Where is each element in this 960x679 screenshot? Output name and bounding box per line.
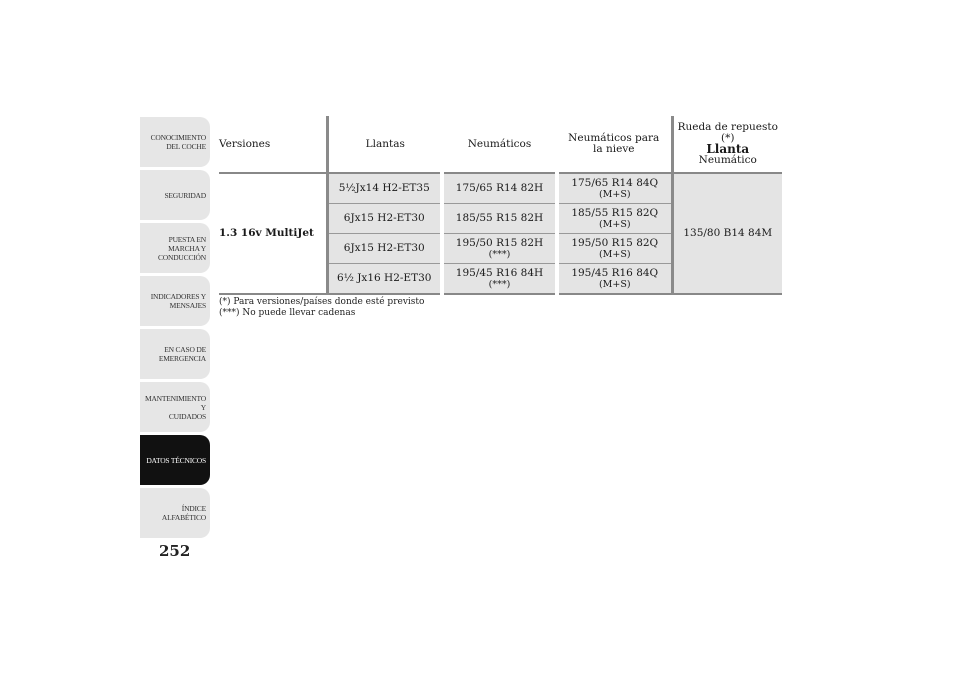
header-spare-line3: Llanta — [706, 142, 750, 156]
header-snow-tyres — [557, 116, 672, 173]
header-tyres: Neumáticos — [442, 116, 557, 173]
snow-tyre-size: 195/50 R15 82Q — [571, 236, 659, 249]
snow-tyre-size: 185/55 R15 82Q — [571, 206, 659, 219]
tab-puesta-en-marcha[interactable]: PUESTA EN MARCHA Y CONDUCCIÓN — [140, 223, 210, 273]
tab-en-caso-de-emergencia[interactable]: EN CASO DE EMERGENCIA — [140, 329, 210, 379]
cell-snow-tyre — [557, 264, 672, 295]
footnote-spare: (*) Para versiones/países donde esté previsto — [219, 297, 425, 307]
tyre-size: 175/65 R14 82H — [455, 182, 544, 194]
tyre-note: (***) — [488, 278, 511, 290]
header-spare-line4: Neumático — [698, 154, 757, 166]
table-header-row — [219, 116, 782, 173]
tab-seguridad[interactable]: SEGURIDAD — [140, 170, 210, 220]
header-spare-line1: Rueda de repuesto — [677, 121, 778, 133]
tab-conocimiento-del-coche[interactable]: CONOCIMIENTO DEL COCHE — [140, 117, 210, 167]
cell-snow-tyre — [557, 204, 672, 234]
tyre-size: 185/55 R15 82H — [455, 212, 544, 224]
cell-snow-tyre — [557, 173, 672, 204]
table-row — [219, 173, 782, 204]
tab-mantenimiento-y-cuidados[interactable]: MANTENIMIENTO Y CUIDADOS — [140, 382, 210, 432]
header-spare-line2: (*) — [721, 132, 735, 144]
page-number: 252 — [159, 542, 191, 560]
cell-snow-tyre — [557, 234, 672, 264]
snow-tyre-note: (M+S) — [598, 188, 631, 200]
tab-indice-alfabetico[interactable]: ÍNDICE ALFABÉTICO — [140, 488, 210, 538]
cell-tyre — [442, 173, 557, 204]
cell-rim: 6½ Jx16 H2-ET30 — [327, 264, 442, 295]
snow-tyre-size: 175/65 R14 84Q — [571, 176, 659, 189]
header-versions: Versiones — [219, 116, 327, 173]
snow-tyre-note: (M+S) — [598, 278, 631, 290]
cell-spare-wheel: 135/80 B14 84M — [672, 173, 782, 294]
footnote-chains: (***) No puede llevar cadenas — [219, 308, 356, 318]
tab-indicadores-y-mensajes[interactable]: INDICADORES Y MENSAJES — [140, 276, 210, 326]
tyre-specs-table — [219, 116, 782, 295]
tyre-note: (***) — [488, 248, 511, 260]
tab-datos-tecnicos[interactable]: DATOS TÉCNICOS — [140, 435, 210, 485]
tyre-size: 195/45 R16 84H — [455, 266, 544, 279]
cell-rim: 6Jx15 H2-ET30 — [327, 204, 442, 234]
tyre-table-section — [219, 116, 782, 319]
cell-tyre — [442, 204, 557, 234]
snow-tyre-note: (M+S) — [598, 248, 631, 260]
cell-tyre — [442, 264, 557, 295]
cell-rim: 6Jx15 H2-ET30 — [327, 234, 442, 264]
snow-tyre-note: (M+S) — [598, 218, 631, 230]
snow-tyre-size: 195/45 R16 84Q — [571, 266, 659, 279]
header-rims: Llantas — [327, 116, 442, 173]
footnotes — [219, 297, 782, 319]
cell-tyre — [442, 234, 557, 264]
tyre-size: 195/50 R15 82H — [455, 236, 544, 249]
cell-version: 1.3 16v MultiJet — [219, 173, 327, 294]
cell-rim: 5½Jx14 H2-ET35 — [327, 173, 442, 204]
header-spare-wheel — [672, 116, 782, 173]
header-snow-tyres-label: Neumáticos para la nieve — [568, 132, 660, 155]
